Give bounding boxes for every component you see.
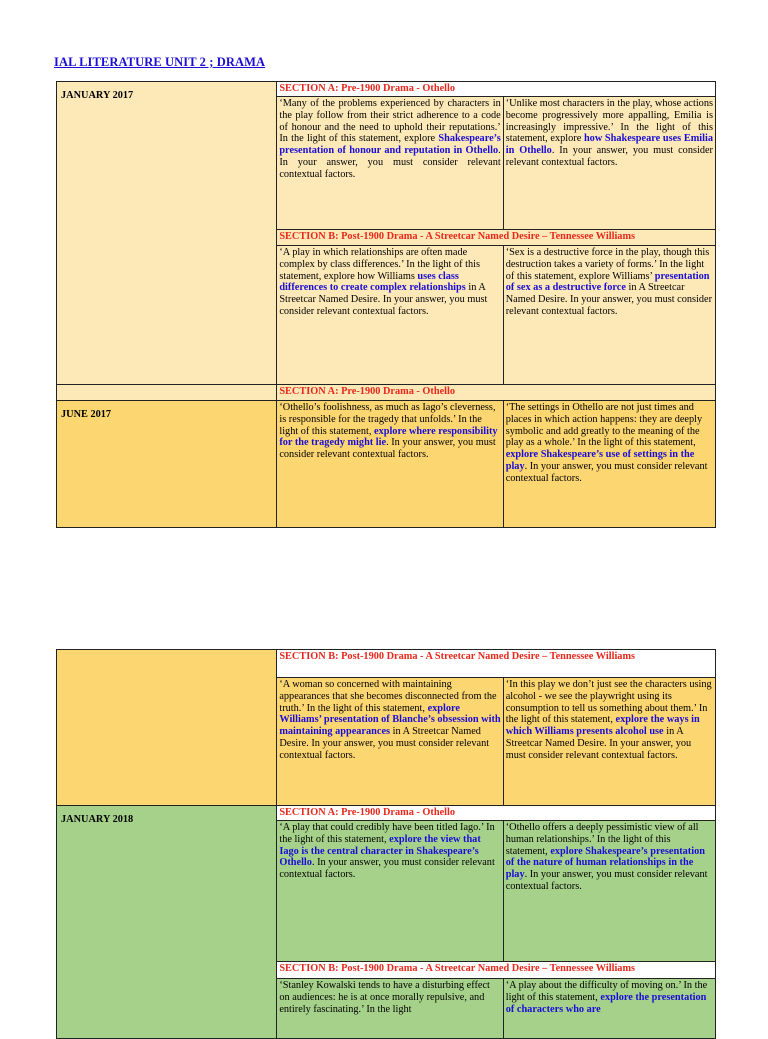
question-cell	[503, 821, 715, 962]
section-a-header: SECTION A: Pre-1900 Drama - Othello	[277, 385, 716, 401]
question-text: . In your answer, you must consider relevant contextual factors.	[279, 145, 501, 180]
question-keyword: explore the presentation of characters who are	[505, 991, 707, 1015]
question-cell	[503, 678, 715, 806]
question-cell	[277, 678, 503, 806]
question-keyword: uses class differences to create complex relationships	[279, 270, 466, 294]
question-text: ‘A play in which relationships are often made complex by class differences.’ In the light of this statement, explore how Williams	[279, 247, 480, 282]
question-cell	[503, 97, 715, 230]
question-text: ‘Stanley Kowalski tends to have a disturbing effect on audiences: he is at once morally repulsive, and entirely fascinating.’ In the light	[279, 980, 490, 1015]
question-cell	[277, 97, 503, 230]
question-keyword: explore the view that Iago is the central character in Shakespeare’s Othello	[279, 833, 481, 869]
question-keyword: how Shakespeare uses Emilia in Othello	[505, 133, 713, 157]
question-text: . In your answer, you must consider relevant contextual factors.	[505, 145, 713, 168]
question-cell	[503, 979, 715, 1039]
year-spacer	[57, 650, 277, 806]
section-a-header: SECTION A: Pre-1900 Drama - Othello	[277, 82, 716, 97]
question-text: ‘Othello offers a deeply pessimistic view of all human relationships.’ In the light of this statement,	[505, 822, 699, 857]
section-a-header: SECTION A: Pre-1900 Drama - Othello	[277, 806, 716, 821]
question-text: . In your answer, you must consider relevant contextual factors.	[505, 460, 708, 484]
question-keyword: explore Shakespeare’s presentation of the nature of human relationships in the play	[505, 845, 705, 881]
question-text: . In your answer, you must consider relevant contextual factors.	[505, 869, 708, 892]
question-text: in A Streetcar Named Desire. In your answer, you must consider relevant contextual factors.	[505, 726, 692, 761]
question-cell	[277, 979, 503, 1039]
exam-table-2018	[56, 649, 716, 1039]
question-text: ‘Othello’s foolishness, as much as Iago’s cleverness, is responsible for the tragedy that unfolds.’ In the light of this statement,	[279, 402, 496, 437]
question-cell	[277, 246, 503, 385]
question-keyword: explore Williams’ presentation of Blanche’s obsession with maintaining appearances	[279, 702, 501, 738]
question-text: in A Streetcar Named Desire. In your answer, you must consider relevant contextual factors.	[279, 282, 488, 317]
section-b-header: SECTION B: Post-1900 Drama - A Streetcar Named Desire – Tennessee Williams	[277, 650, 716, 678]
section-b-header: SECTION B: Post-1900 Drama - A Streetcar Named Desire – Tennessee Williams	[277, 230, 716, 246]
question-text: . In your answer, you must consider relevant contextual factors.	[279, 437, 496, 461]
question-text: ‘Unlike most characters in the play, whose actions become progressively more appalling, Emilia is increasingly impressive.’ In the light of this statement, explore	[505, 98, 713, 145]
section-b-header: SECTION B: Post-1900 Drama - A Streetcar Named Desire – Tennessee Williams	[277, 962, 716, 979]
question-cell	[277, 401, 503, 528]
question-cell	[503, 401, 715, 528]
question-text: ‘Sex is a destructive force in the play, though this destruction takes a variety of forms.’ In the light of this statement, explore Williams’	[505, 247, 710, 282]
question-text: ‘Many of the problems experienced by characters in the play follow from their strict adherence to a code of honour and the need to uphold their reputations.’ In the light of this statement, explore	[279, 98, 501, 145]
year-spacer	[57, 385, 277, 401]
question-text: in A Streetcar Named Desire. In your answer, you must consider relevant contextual factors.	[279, 726, 490, 761]
question-text: . In your answer, you must consider relevant contextual factors.	[279, 857, 495, 881]
question-text: ‘A play that could credibly have been titled Iago.’ In the light of this statement,	[279, 822, 495, 845]
question-text: in A Streetcar Named Desire. In your answer, you must consider relevant contextual factors.	[505, 282, 713, 317]
question-text: ‘In this play we don’t just see the characters using alcohol - we see the playwright using its consumption to tell us something about them.’ In the light of this statement,	[505, 679, 712, 726]
year-label-jan-2018: JANUARY 2018	[57, 806, 277, 1039]
question-keyword: explore where responsibility for the tragedy might lie	[279, 425, 498, 449]
question-keyword: presentation of sex as a destructive force	[505, 270, 710, 294]
question-text: ‘A woman so concerned with maintaining appearances that she becomes disconnected from the truth.’ In the light of this statement,	[279, 679, 497, 714]
question-keyword: Shakespeare’s presentation of honour and reputation in Othello	[279, 133, 501, 157]
page-title[interactable]: IAL LITERATURE UNIT 2 ; DRAMA	[54, 55, 266, 69]
question-cell	[277, 821, 503, 962]
year-label-jan-2017: JANUARY 2017	[57, 82, 277, 385]
question-cell	[503, 246, 715, 385]
question-text: ‘A play about the difficulty of moving on.’ In the light of this statement,	[505, 980, 708, 1003]
question-keyword: explore the ways in which Williams presents alcohol use	[505, 714, 700, 738]
exam-table-2017	[56, 81, 716, 528]
question-keyword: explore Shakespeare’s use of settings in the play	[505, 449, 695, 472]
year-label-jun-2017: JUNE 2017	[57, 401, 277, 528]
question-text: ‘The settings in Othello are not just times and places in which action happens: they are deeply symbolic and add greatly to the meaning of the play as a whole.’ In the light of this statement,	[505, 402, 703, 449]
